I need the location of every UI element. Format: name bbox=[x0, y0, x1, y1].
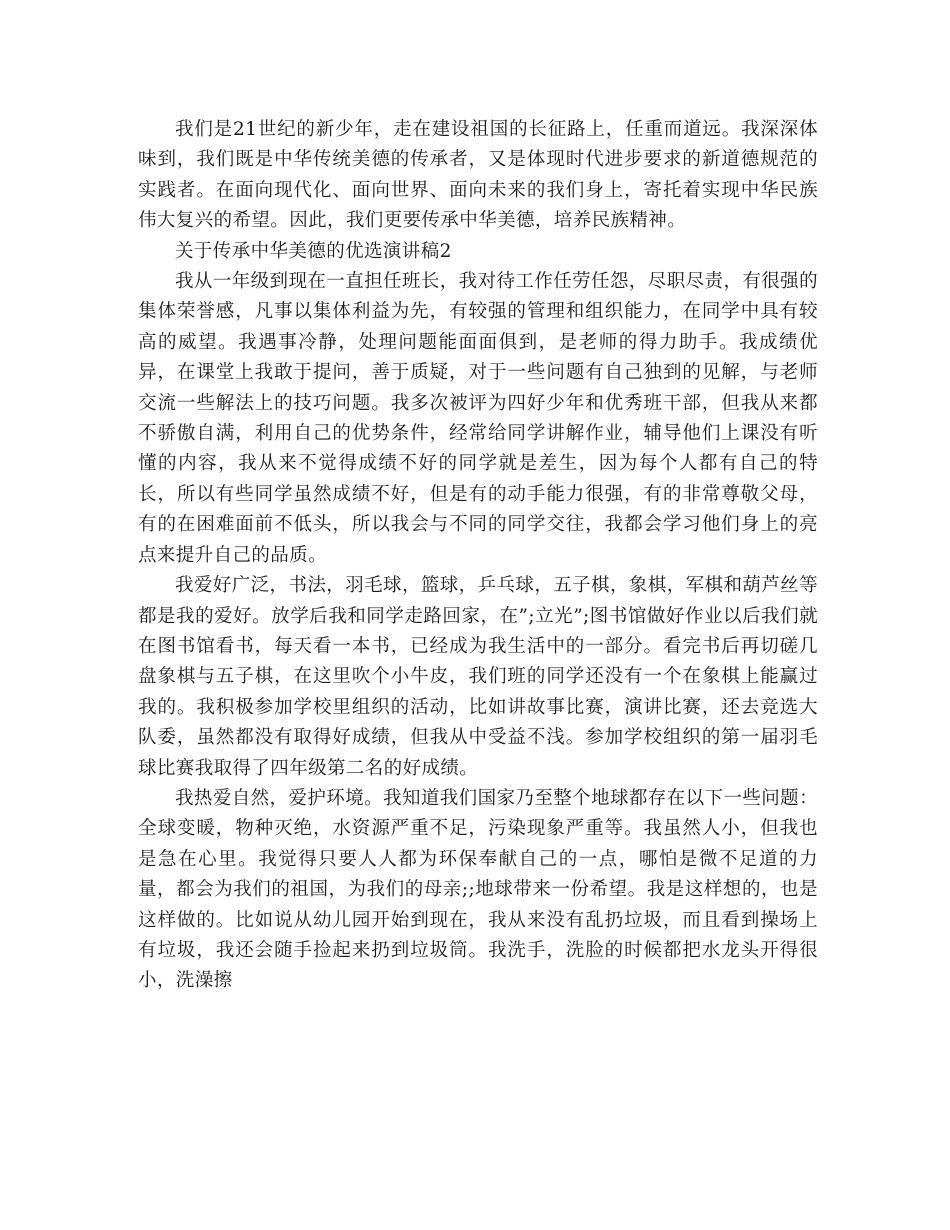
paragraph: 我们是21世纪的新少年，走在建设祖国的长征路上，任重而道远。我深深体味到，我们既是中华传统美德的传承者，又是体现时代进步要求的新道德规范的实践者。在面向现代化、面向世界、面向未来的我们身上，寄托着实现中华民族伟大复兴的希望。因此，我们更要传承中华美德，培养民族精神。 bbox=[138, 119, 818, 232]
paragraph: 我热爱自然，爱护环境。我知道我们国家乃至整个地球都存在以下一些问题：全球变暖，物种灭绝，水资源严重不足，污染现象严重等。我虽然人小，但我也是急在心里。我觉得只要人人都为环保奉献自己的一点，哪怕是微不足道的力量，都会为我们的祖国，为我们的母亲;;地球带来一份希望。我是这样想的，也是这样做的。比如说从幼儿园开始到现在，我从来没有乱扔垃圾，而且看到操场上有垃圾，我还会随手捡起来扔到垃圾筒。我洗手，洗脸的时候都把水龙头开得很小，洗澡擦 bbox=[138, 787, 818, 992]
paragraph: 我爱好广泛，书法，羽毛球，篮球，乒乓球，五子棋，象棋，军棋和葫芦丝等都是我的爱好。放学后我和同学走路回家，在”;立光”;图书馆做好作业以后我们就在图书馆看书，每天看一本书，已经成为我生活中的一部分。看完书后再切磋几盘象棋与五子棋，在这里吹个小牛皮，我们班的同学还没有一个在象棋上能赢过我的。我积极参加学校里组织的活动，比如讲故事比赛，演讲比赛，还去竞选大队委，虽然都没有取得好成绩，但我从中受益不浅。参加学校组织的第一届羽毛球比赛我取得了四年级第二名的好成绩。 bbox=[138, 575, 818, 779]
paragraph: 我从一年级到现在一直担任班长，我对待工作任劳任怨，尽职尽责，有很强的集体荣誉感，凡事以集体利益为先，有较强的管理和组织能力，在同学中具有较高的威望。我遇事冷静，处理问题能面面俱到，是老师的得力助手。我成绩优异，在课堂上我敢于提问，善于质疑，对于一些问题有自己独到的见解，与老师交流一些解法上的技巧问题。我多次被评为四好少年和优秀班干部，但我从来都不骄傲自满，利用自己的优势条件，经常给同学讲解作业，辅导他们上课没有听懂的内容，我从来不觉得成绩不好的同学就是差生，因为每个人都有自己的特长，所以有些同学虽然成绩不好，但是有的动手能力很强，有的非常尊敬父母，有的在困难面前不低头，所以我会与不同的同学交往，我都会学习他们身上的亮点来提升自己的品质。 bbox=[138, 271, 818, 566]
document-body bbox=[138, 115, 818, 997]
section-heading: 关于传承中华美德的优选演讲稿2 bbox=[175, 240, 452, 262]
